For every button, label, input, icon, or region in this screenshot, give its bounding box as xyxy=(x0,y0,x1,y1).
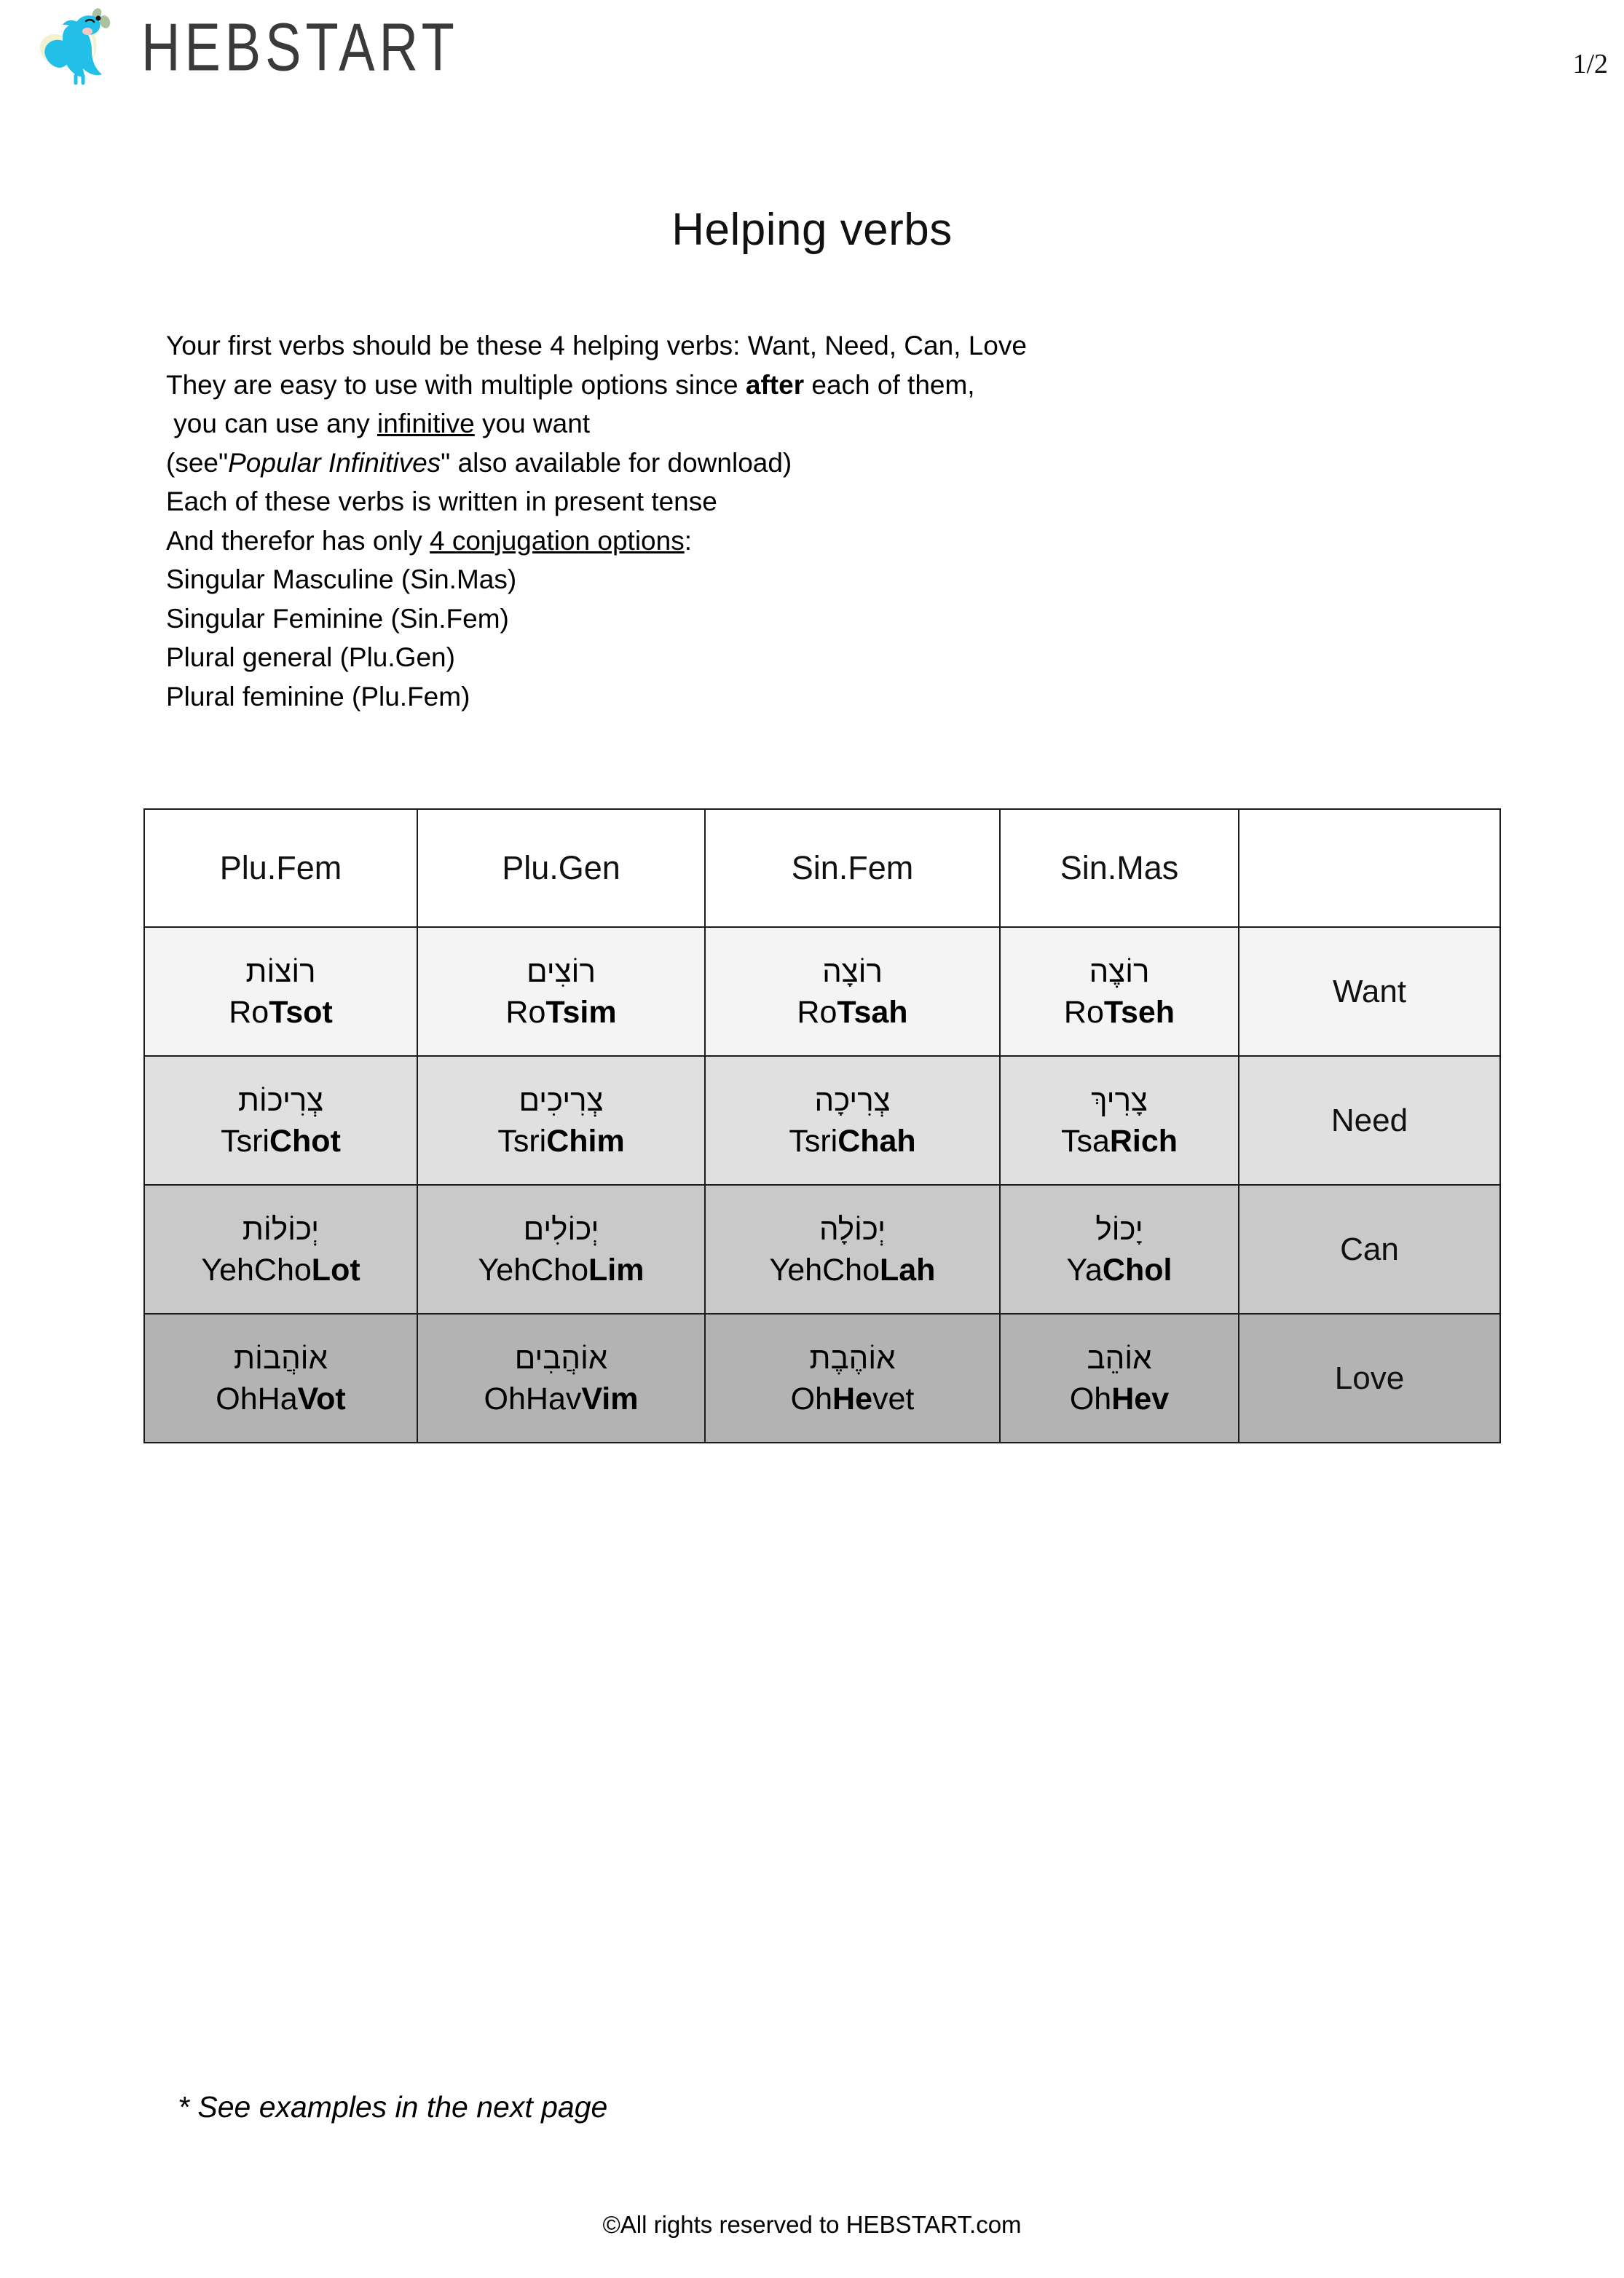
hebrew-word: יָכוֹל xyxy=(1095,1211,1143,1246)
column-header-plu-fem: Plu.Fem xyxy=(144,809,417,927)
column-header-sin-mas: Sin.Mas xyxy=(1000,809,1239,927)
transliteration: OhHev xyxy=(1069,1382,1170,1417)
transliteration: TsaRich xyxy=(1060,1124,1178,1159)
intro-line-7: Singular Masculine (Sin.Mas) xyxy=(166,564,517,594)
intro-underline-infinitive: infinitive xyxy=(377,409,475,438)
transliteration: OhHaVot xyxy=(216,1382,346,1417)
table-header-row xyxy=(144,809,1500,927)
hebrew-word: יְכוֹלִים xyxy=(523,1211,599,1246)
transliteration: YaChol xyxy=(1066,1253,1172,1288)
hebrew-word: אוֹהֲבוֹת xyxy=(234,1340,328,1375)
fox-bird-logo-icon xyxy=(35,7,122,87)
intro-line-3: you can use any infinitive you want xyxy=(166,409,591,438)
transliteration: RoTsah xyxy=(797,995,908,1030)
hebrew-word: אוֹהֲבִים xyxy=(514,1340,608,1375)
intro-text xyxy=(166,326,1027,716)
cell-want-sin-fem xyxy=(705,927,1000,1056)
row-label-can: Can xyxy=(1239,1185,1500,1314)
hebrew-word: צְרִיכוֹת xyxy=(237,1082,324,1117)
hebrew-word: יְכוֹלָה xyxy=(819,1211,886,1246)
cell-need-sin-mas xyxy=(1000,1056,1239,1185)
intro-line-1: Your first verbs should be these 4 helping verbs: Want, Need, Can, Love xyxy=(166,331,1027,360)
cell-can-plu-fem xyxy=(144,1185,417,1314)
table-row xyxy=(144,1185,1500,1314)
cell-love-plu-fem xyxy=(144,1314,417,1443)
cell-love-sin-fem xyxy=(705,1314,1000,1443)
transliteration: YehChoLim xyxy=(478,1253,645,1288)
intro-line-6: And therefor has only 4 conjugation options: xyxy=(166,525,692,556)
transliteration: RoTseh xyxy=(1063,995,1175,1030)
hebrew-word: צְרִיכָה xyxy=(814,1082,891,1117)
transliteration: TsriChim xyxy=(497,1124,625,1159)
intro-emphasis-after: after xyxy=(745,369,805,400)
page-number: 1/2 xyxy=(1572,49,1608,79)
column-header-verb-blank xyxy=(1239,809,1500,927)
intro-line-9: Plural general (Plu.Gen) xyxy=(166,642,455,672)
intro-line-10: Plural feminine (Plu.Fem) xyxy=(166,681,470,712)
row-label-love: Love xyxy=(1239,1314,1500,1443)
row-label-want: Want xyxy=(1239,927,1500,1056)
page-title: Helping verbs xyxy=(671,204,953,255)
hebrew-word: רוֹצִים xyxy=(527,953,596,988)
cell-can-sin-mas xyxy=(1000,1185,1239,1314)
hebrew-word: רוֹצָה xyxy=(822,953,883,988)
hebrew-word: צְרִיכִים xyxy=(519,1082,604,1117)
cell-need-plu-gen xyxy=(417,1056,705,1185)
intro-underline-conjugation-options: 4 conjugation options xyxy=(430,525,685,556)
cell-need-plu-fem xyxy=(144,1056,417,1185)
cell-need-sin-fem xyxy=(705,1056,1000,1185)
column-header-plu-gen: Plu.Gen xyxy=(417,809,705,927)
cell-can-sin-fem xyxy=(705,1185,1000,1314)
transliteration: YehChoLah xyxy=(769,1253,936,1288)
hebrew-word: רוֹצוֹת xyxy=(245,953,316,988)
hebrew-word: רוֹצֶה xyxy=(1089,953,1150,988)
transliteration: RoTsot xyxy=(229,995,333,1030)
copyright-notice: ©All rights reserved to HEBSTART.com xyxy=(602,2211,1022,2238)
transliteration: OhHevet xyxy=(790,1382,915,1417)
cell-can-plu-gen xyxy=(417,1185,705,1314)
transliteration: YehChoLot xyxy=(201,1253,360,1288)
hebrew-word: אוֹהֵב xyxy=(1087,1340,1152,1375)
conjugation-table xyxy=(143,808,1501,1443)
cell-want-plu-fem xyxy=(144,927,417,1056)
column-header-sin-fem: Sin.Fem xyxy=(705,809,1000,927)
brand-logo xyxy=(35,7,459,87)
hebrew-word: יְכוֹלוֹת xyxy=(242,1211,320,1246)
cell-want-plu-gen xyxy=(417,927,705,1056)
intro-line-8: Singular Feminine (Sin.Fem) xyxy=(166,603,509,634)
transliteration: OhHavVim xyxy=(484,1382,639,1417)
hebrew-word: אוֹהֶבֶת xyxy=(809,1340,896,1375)
intro-line-4: (see"Popular Infinitives" also available for download) xyxy=(166,447,792,478)
row-label-need: Need xyxy=(1239,1056,1500,1185)
hebrew-word: צָרִיךְ xyxy=(1091,1082,1148,1117)
cell-love-sin-mas xyxy=(1000,1314,1239,1443)
table-row xyxy=(144,927,1500,1056)
brand-name: HEBSTART xyxy=(141,9,459,85)
cell-love-plu-gen xyxy=(417,1314,705,1443)
transliteration: TsriChot xyxy=(221,1124,341,1159)
transliteration: RoTsim xyxy=(505,995,617,1030)
table-row xyxy=(144,1314,1500,1443)
intro-line-2: They are easy to use with multiple options since after each of them, xyxy=(166,369,975,400)
intro-line-5: Each of these verbs is written in present tense xyxy=(166,486,717,516)
transliteration: TsriChah xyxy=(789,1124,916,1159)
intro-italic-popular-infinitives: Popular Infinitives xyxy=(228,447,441,478)
footnote: * See examples in the next page xyxy=(178,2090,608,2124)
table-row xyxy=(144,1056,1500,1185)
cell-want-sin-mas xyxy=(1000,927,1239,1056)
